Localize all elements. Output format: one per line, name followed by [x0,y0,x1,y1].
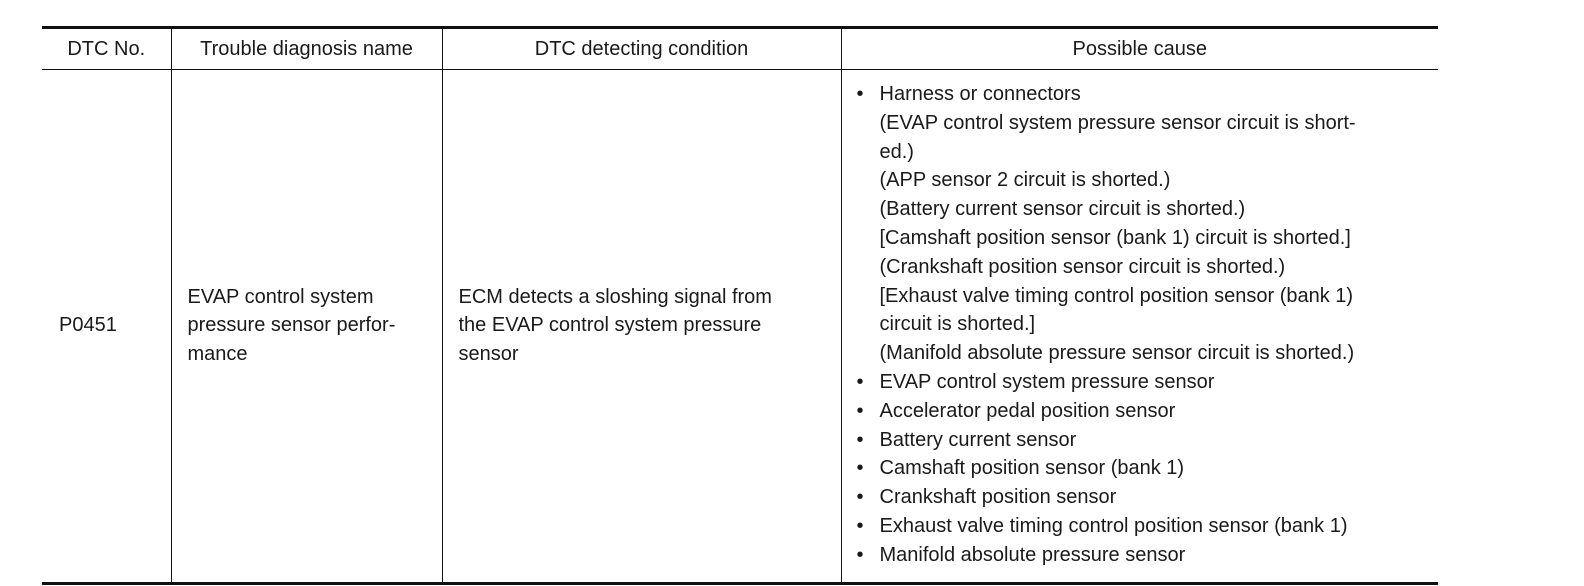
trouble-name-line: EVAP control system [187,285,374,308]
possible-cause-list [857,80,1435,570]
header-trouble-diagnosis-name: Trouble diagnosis name [171,28,442,70]
possible-cause-cell [841,70,1438,584]
table-row [42,70,1438,584]
cause-detail-line: circuit is shorted.] [879,313,1036,336]
dtc-number-cell [42,70,171,584]
header-dtc-detecting-condition: DTC detecting condition [442,28,841,70]
detecting-condition-cell [442,70,841,584]
cause-detail-line: (Battery current sensor circuit is shorted.) [879,198,1246,221]
trouble-name-cell [171,70,442,584]
cause-item-battery-sensor: • Battery current sensor [857,426,1435,455]
cause-item-camshaft-sensor: • Camshaft position sensor (bank 1) [857,454,1435,483]
cause-detail-line: (Manifold absolute pressure sensor circuit is shorted.) [879,342,1355,365]
cause-detail-line: ed.) [879,140,914,163]
dtc-number: P0451 [59,314,117,337]
cause-detail-line: [Camshaft position sensor (bank 1) circuit is shorted.] [879,226,1351,249]
cause-item-crankshaft-sensor: • Crankshaft position sensor [857,483,1435,512]
cause-item-label: • Harness or connectors [879,83,1081,105]
cause-item-evap-sensor: • EVAP control system pressure sensor [857,368,1435,397]
detecting-condition-line: the EVAP control system pressure [458,314,762,337]
cause-item-exhaust-valve-sensor: • Exhaust valve timing control position sensor (bank 1) [857,512,1435,541]
cause-item-app-sensor: • Accelerator pedal position sensor [857,397,1435,426]
dtc-table [42,26,1438,585]
trouble-name-line: pressure sensor perfor- [187,314,396,337]
cause-detail-line: (EVAP control system pressure sensor circuit is short- [879,111,1356,134]
header-possible-cause: Possible cause [841,28,1438,70]
table-header-row [42,28,1438,70]
cause-detail-line: [Exhaust valve timing control position sensor (bank 1) [879,284,1354,307]
cause-item-manifold-sensor: • Manifold absolute pressure sensor [857,541,1435,570]
detecting-condition-line: ECM detects a sloshing signal from [458,285,772,308]
cause-detail-line: (Crankshaft position sensor circuit is shorted.) [879,255,1286,278]
header-dtc-no: DTC No. [67,37,146,60]
cause-detail-line: (APP sensor 2 circuit is shorted.) [879,169,1171,192]
trouble-name-line: mance [187,343,248,366]
detecting-condition-line: sensor [458,343,519,366]
cause-item-harness [857,80,1435,368]
